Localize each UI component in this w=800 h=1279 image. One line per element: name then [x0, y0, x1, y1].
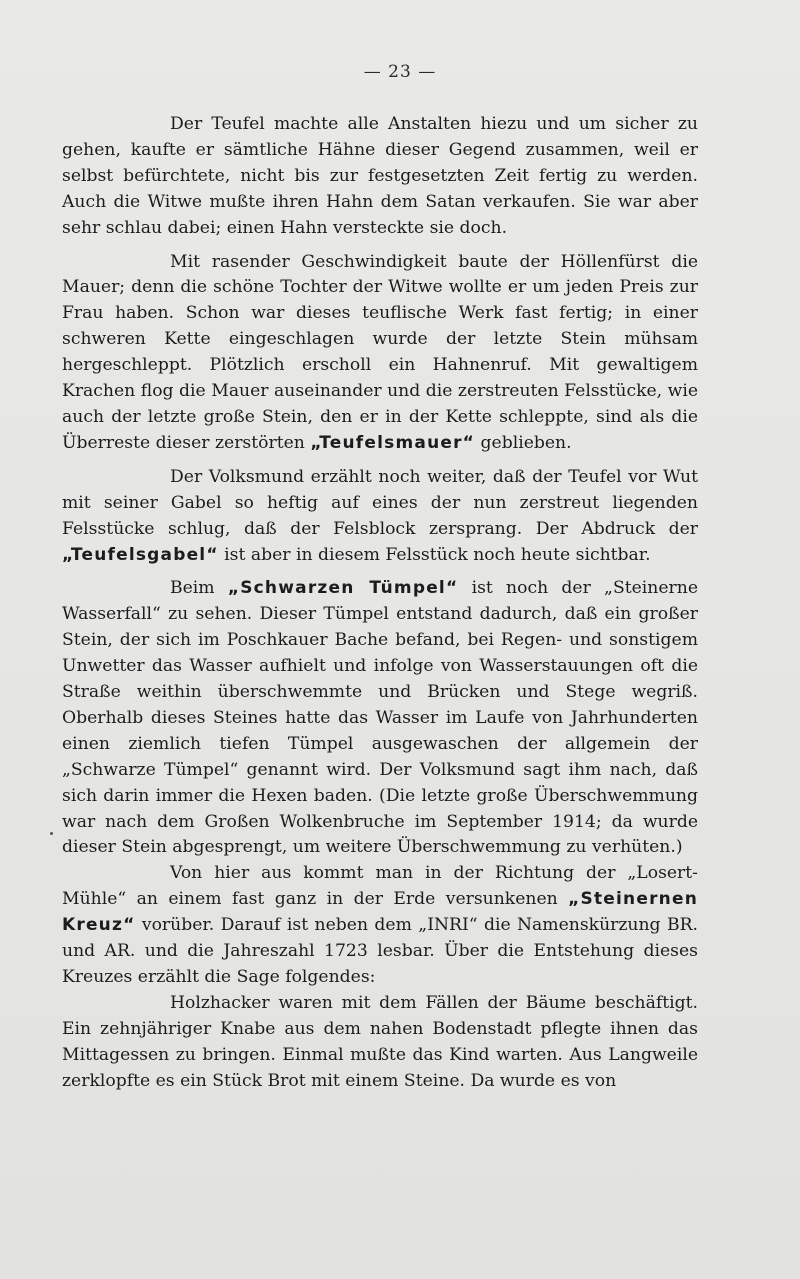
page-number: — 23 — [363, 62, 437, 82]
paragraph-6: Holzhacker waren mit dem Fällen der Bäume beschäftigt. Ein zehnjähriger Knabe aus dem nahen Bodenstadt pflegte ihnen das Mittagessen zu bringen. Einmal mußte das Kind warten. Aus Langweile zerklopfte es ein Stück Brot mit einem Steine. Da wurde es von [62, 992, 698, 1091]
paragraph-5 [62, 861, 698, 991]
print-speck [50, 832, 53, 835]
emphasis-teufelsgabel: „Teufelsgabel“ [62, 544, 219, 565]
paragraph-3-tail: ist aber in diesem Felsstück noch heute sichtbar. [218, 544, 651, 565]
paragraph-4 [62, 576, 698, 861]
paragraph-5-tail: vorüber. Darauf ist neben dem „INRI“ die Namenskürzung BR. und AR. und die Jahreszahl 1723 lesbar. Über die Entstehung dieses Kreuzes erzählt die Sage folgendes: [62, 915, 698, 987]
paragraph-4-lead: Beim [170, 578, 228, 599]
paragraph-4-text: ist noch der „Steinerne Wasserfall“ zu sehen. Dieser Tümpel entstand dadurch, daß ein großer Stein, der sich im Poschkauer Bache befand, bei Regen- und sonstigem Unwetter das Wasser aufhielt und infolge von Wasserstauungen oft die Straße weithin überschwemmte und Brücken und Stege wegriß. Oberhalb dieses Steines hatte das Wasser im Laufe von Jahrhunderten einen ziemlich tiefen Tümpel ausgewaschen der allgemein der „Schwarze Tümpel“ genannt wird. Der Volksmund sagt ihm nach, daß sich darin immer die Hexen baden. (Die letzte große Überschwemmung war nach dem Großen Wolkenbruche im September 1914; da wurde dieser Stein abgesprengt, um weitere Überschwemmung zu verhüten.) [62, 578, 698, 858]
emphasis-schwarzen-tuempel: „Schwarzen Tümpel“ [227, 578, 459, 599]
emphasis-teufelsmauer: „Teufelsmauer“ [310, 432, 476, 453]
paragraph-2-tail: geblieben. [475, 432, 572, 453]
paragraph-2-text: Mit rasender Geschwindigkeit baute der Höllenfürst die Mauer; denn die schöne Tochter der Witwe wollte er um jeden Preis zur Frau haben. Schon war dieses teuflische Werk fast fertig; in einer schweren Kette eingeschlagen wurde der letzte Stein mühsam hergeschleppt. Plötzlich erscholl ein Hahnenruf. Mit gewaltigem Krachen flog die Mauer auseinander und die zerstreuten Felsstücke, wie auch der letzte große Stein, den er in der Kette schleppte, sind als die Überreste dieser zerstörten [62, 251, 698, 453]
emphasis-steinernen-kreuz: „Steinernen Kreuz“ [62, 889, 698, 936]
body-text [62, 112, 698, 1095]
paragraph-1: Der Teufel machte alle Anstalten hiezu und um sicher zu gehen, kaufte er sämtliche Hähne dieser Gegend zusammen, weil er selbst befürchtete, nicht bis zur festgesetzten Zeit fertig zu werden. Auch die Witwe mußte ihren Hahn dem Satan verkaufen. Sie war aber sehr schlau dabei; einen Hahn versteckte sie doch. [62, 114, 698, 238]
paragraph-5-text: Von hier aus kommt man in der Richtung der „Losert-Mühle“ an einem fast ganz in der Erde versunkenen [62, 863, 698, 910]
paragraph-3-text: Der Volksmund erzählt noch weiter, daß der Teufel vor Wut mit seiner Gabel so heftig auf eines der nun zerstreut liegenden Felsstücke schlug, daß der Felsblock zersprang. Der Abdruck der [62, 466, 698, 539]
paragraph-2 [62, 250, 698, 457]
paragraph-3 [62, 465, 698, 569]
